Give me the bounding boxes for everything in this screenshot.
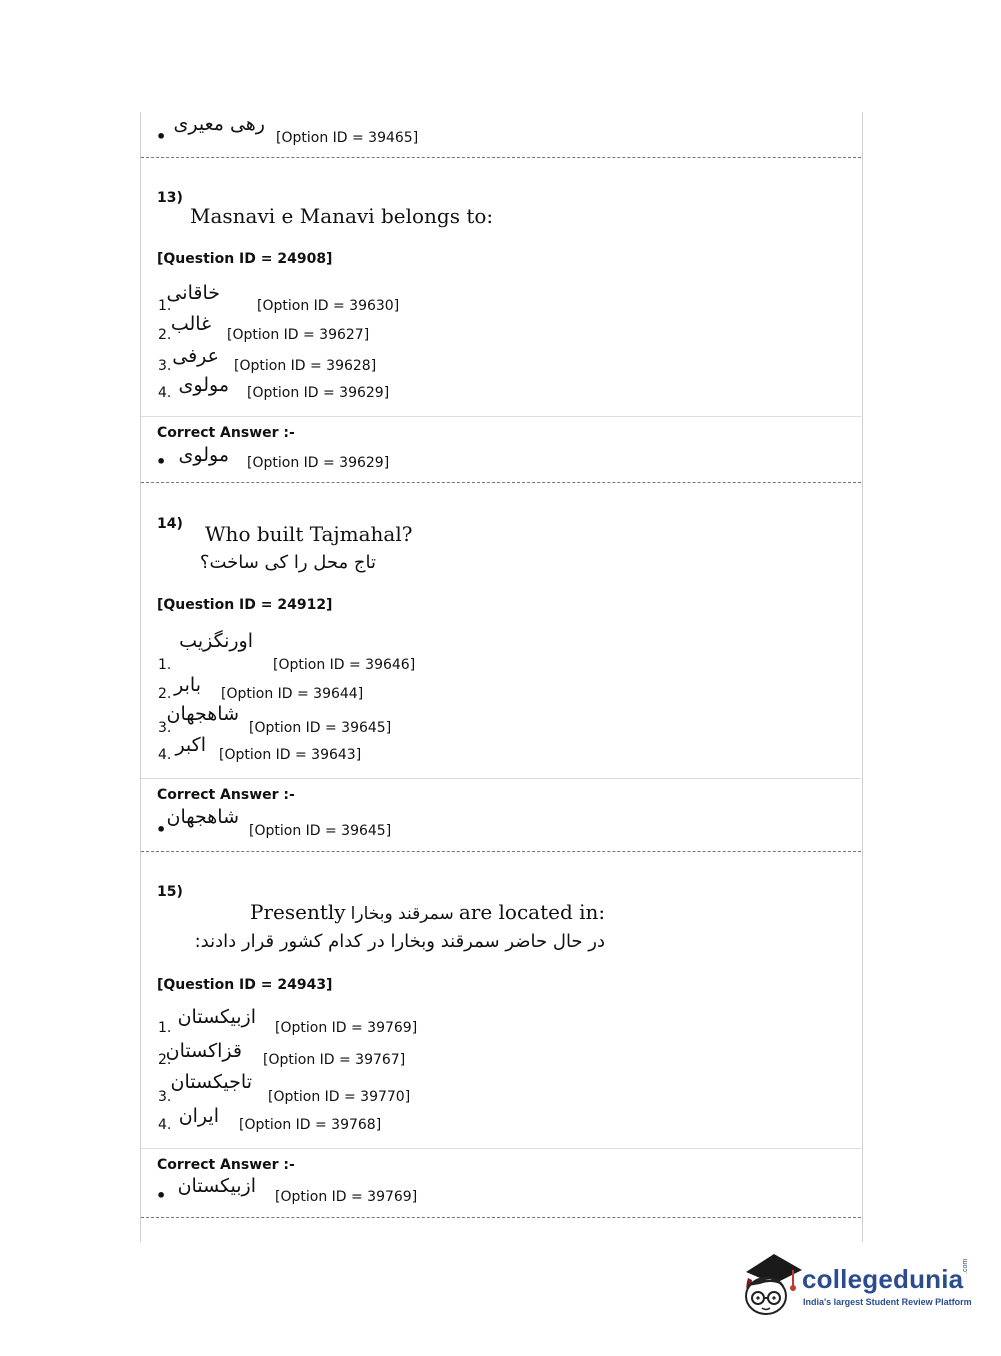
divider — [141, 482, 861, 483]
option-text: شاهجهان — [166, 703, 239, 725]
divider — [141, 851, 861, 852]
option-id: [Option ID = 39643] — [219, 747, 362, 763]
option-id: [Option ID = 39769] — [275, 1020, 418, 1036]
logo-tagline: India's largest Student Review Platform — [803, 1297, 972, 1307]
divider — [141, 1217, 861, 1218]
option-index: 2. — [158, 327, 172, 343]
correct-option-id: [Option ID = 39769] — [275, 1189, 418, 1205]
correct-answer-label: Correct Answer :- — [157, 425, 295, 441]
option-id: [Option ID = 39629] — [247, 385, 390, 401]
option-index: 1. — [158, 657, 172, 673]
question-text-end: are located in: — [458, 900, 606, 924]
logo-wordmark: collegedunia — [802, 1264, 964, 1294]
collegedunia-logo — [740, 1250, 970, 1320]
option-text: بابر — [174, 674, 201, 696]
option-index: 2. — [158, 1052, 172, 1068]
divider — [141, 1148, 861, 1149]
option-id: [Option ID = 39630] — [257, 298, 400, 314]
question-number: 13) — [157, 190, 183, 206]
option-index: 3. — [158, 1089, 172, 1105]
option-id: [Option ID = 39645] — [249, 720, 392, 736]
question-text-start: Presently — [250, 900, 346, 924]
option-index: 3. — [158, 358, 172, 374]
correct-bullet: • — [156, 452, 167, 471]
correct-option-text: مولوی — [178, 444, 229, 466]
option-id: [Option ID = 39627] — [227, 327, 370, 343]
question-number: 14) — [157, 516, 183, 532]
option-index: 2. — [158, 686, 172, 702]
question-number: 15) — [157, 884, 183, 900]
option-index: 3. — [158, 720, 172, 736]
option-id: [Option ID = 39628] — [234, 358, 377, 374]
option-text: اورنگزیب — [179, 630, 253, 652]
mascot-icon — [740, 1250, 802, 1318]
divider — [141, 157, 861, 158]
question-text: Masnavi e Manavi belongs to: — [190, 204, 494, 228]
option-text: ایران — [178, 1105, 219, 1127]
question-id: [Question ID = 24908] — [157, 251, 333, 267]
question-text-urdu-inline: سمرقند وبخارا — [350, 904, 454, 924]
correct-option-text: شاهجهان — [166, 806, 239, 828]
correct-bullet: • — [156, 1186, 167, 1205]
question-text: Who built Tajmahal? — [205, 522, 413, 546]
prev-option-text: رهی معیری — [173, 113, 265, 135]
divider — [141, 416, 861, 417]
option-text: غالب — [170, 313, 211, 335]
question-text-urdu: در حال حاضر سمرقند وبخارا در کدام کشور قرار دادند: — [194, 931, 605, 952]
option-index: 4. — [158, 1117, 172, 1133]
question-id: [Question ID = 24912] — [157, 597, 333, 613]
correct-answer-label: Correct Answer :- — [157, 1157, 295, 1173]
option-id: [Option ID = 39770] — [268, 1089, 411, 1105]
logo-domain: .com — [962, 1258, 969, 1274]
option-index: 1. — [158, 298, 172, 314]
option-text: مولوی — [178, 374, 229, 396]
option-index: 1. — [158, 1020, 172, 1036]
option-id: [Option ID = 39644] — [221, 686, 364, 702]
correct-option-text: ازبیکستان — [177, 1175, 256, 1197]
question-id: [Question ID = 24943] — [157, 977, 333, 993]
divider — [141, 778, 861, 779]
question-text-urdu: تاج محل را کی ساخت؟ — [199, 552, 376, 573]
prev-option-id: [Option ID = 39465] — [276, 130, 419, 146]
option-text: عرفی — [172, 345, 219, 367]
option-id: [Option ID = 39767] — [263, 1052, 406, 1068]
option-text: ازبیکستان — [177, 1006, 256, 1028]
option-index: 4. — [158, 385, 172, 401]
correct-bullet: • — [156, 820, 167, 839]
correct-answer-label: Correct Answer :- — [157, 787, 295, 803]
option-text: خاقانی — [166, 282, 220, 304]
option-index: 4. — [158, 747, 172, 763]
correct-option-id: [Option ID = 39645] — [249, 823, 392, 839]
prev-bullet: • — [156, 127, 167, 146]
option-text: قزاکستان — [165, 1040, 242, 1062]
option-id: [Option ID = 39768] — [239, 1117, 382, 1133]
option-text: تاجیکستان — [170, 1071, 252, 1093]
option-text: اکبر — [175, 734, 206, 756]
option-id: [Option ID = 39646] — [273, 657, 416, 673]
question-text — [250, 900, 605, 924]
correct-option-id: [Option ID = 39629] — [247, 455, 390, 471]
